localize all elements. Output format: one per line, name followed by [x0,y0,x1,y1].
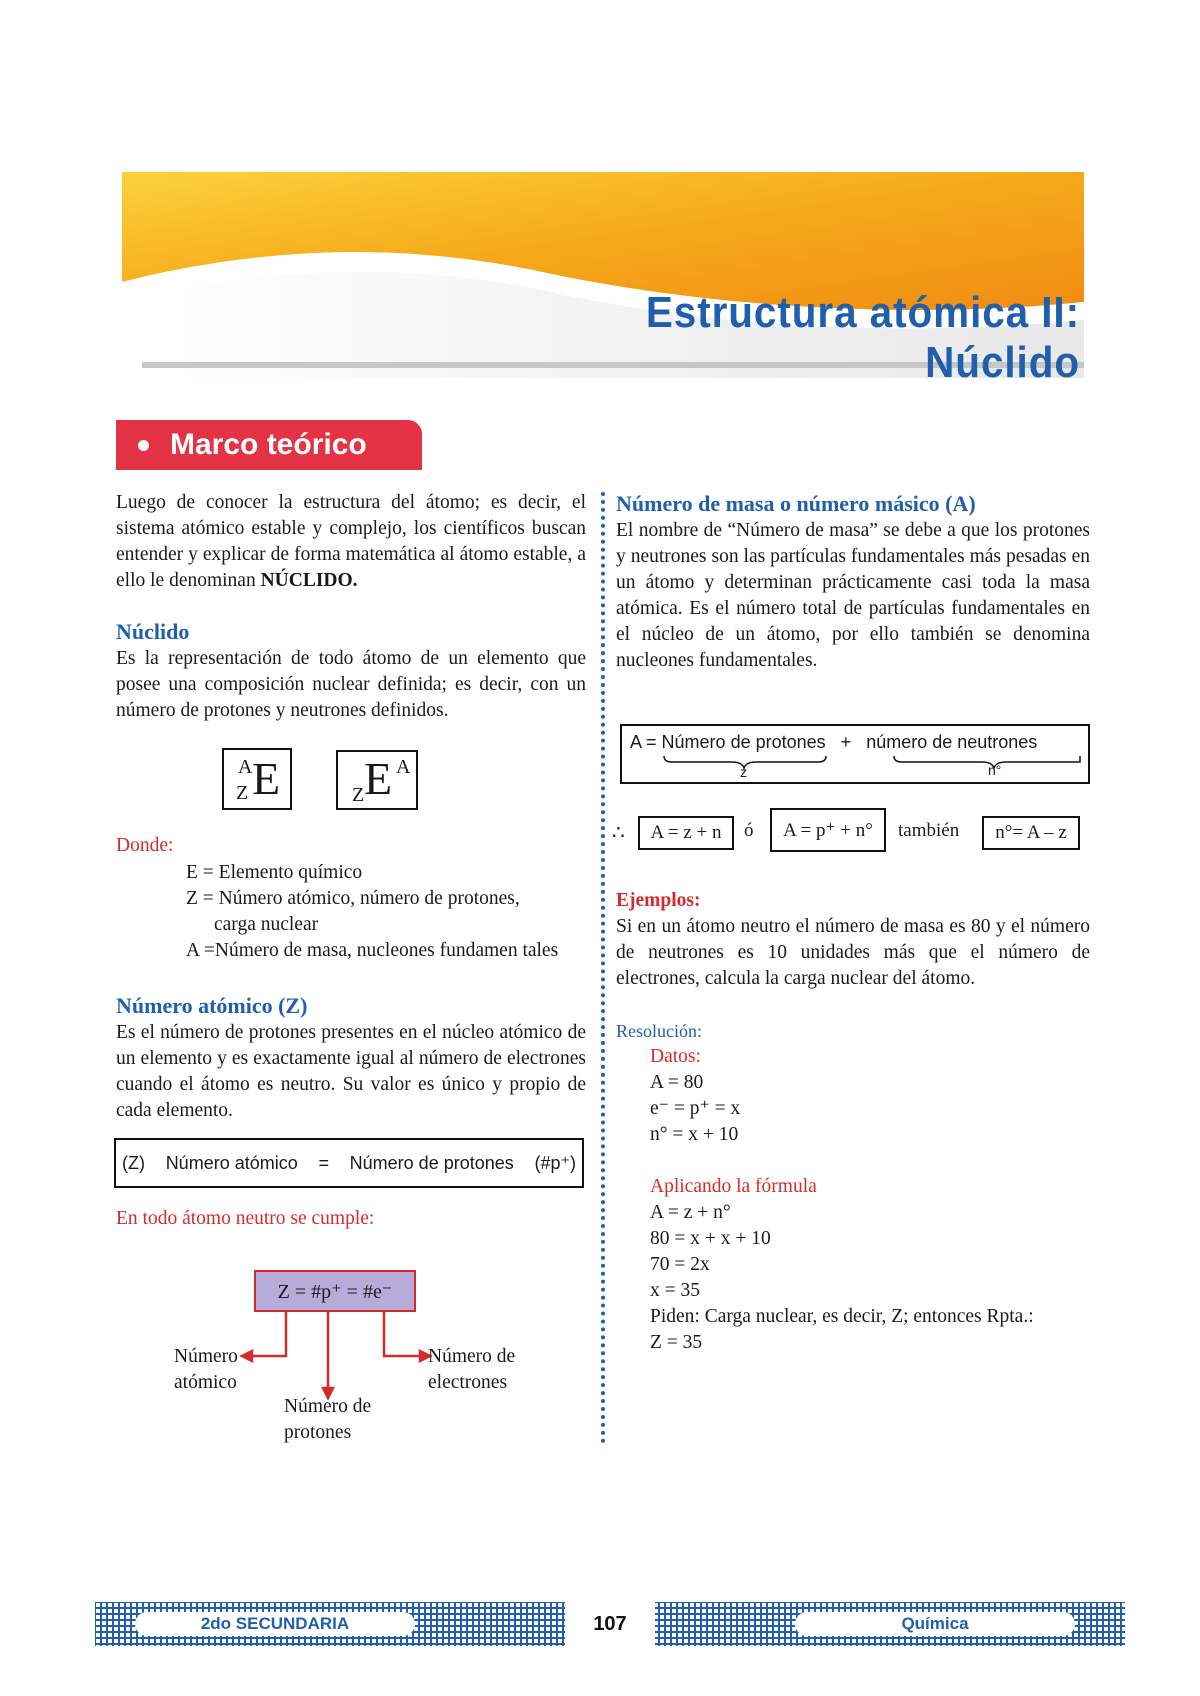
z-text: Es el número de protones presentes en el núcleo atómico de un elemento y es exactamente igual al número de electrones cuando el átomo es neutro. Su valor es único y propio de cada elemento. [116,1022,586,1121]
donde-list: E = Elemento químico Z = Número atómico, número de protones, carga nuclear A =Número de masa, nucleones fundamen tales [186,862,559,961]
z-heading: Número atómico (Z) [116,993,308,1018]
pasos-list: A = z + n° 80 = x + x + 10 70 = 2x x = 35 Piden: Carga nuclear, es decir, Z; entonces Rpta.: Z = 35 [650,1202,1034,1353]
neutral-label: En todo átomo neutro se cumple: [116,1208,375,1229]
nuclido-heading: Núclido [116,619,190,644]
resolucion-label: Resolución: [616,1021,702,1041]
label-proton-number: Número de protones [284,1396,372,1443]
column-divider [601,492,605,1444]
ejemplos-label: Ejemplos: [616,890,701,911]
a-section [616,490,1090,674]
datos-label: Datos: [650,1046,701,1067]
ejemplo-text: Si en un átomo neutro el número de masa es 80 y el número de neutrones es 10 unidades más que el número de electrones, calcula la carga nuclear del átomo. [616,916,1090,989]
section-label: Marco teórico [170,428,367,461]
nuclido-text: Es la representación de todo átomo de un elemento que posee una composición nuclear definida; es decir, con un número de protones y neutrones definidos. [116,648,586,721]
page-title: Estructura atómica II: Núclido [645,288,1080,387]
page-number: 107 [593,1613,627,1635]
section-tab-marco-teorico [116,420,422,470]
therefore-symbol: ∴ [612,822,625,844]
a-heading: Número de masa o número másico (A) [616,491,976,516]
nuclide-notation-right: Z E A [336,750,418,810]
label-electron-number: Número de electrones [428,1346,516,1393]
footer-grade: 2do SECUNDARIA [135,1612,415,1636]
underbrace-icon [662,754,1082,770]
a-formula-box: A = Número de protones + número de neutrones z n° [620,724,1090,784]
nuclide-notation-left: A Z E [222,748,292,810]
bullet-icon [138,440,149,451]
relation-box-1: A = z + n [638,816,734,850]
donde-label: Donde: [116,835,174,856]
a-text: El nombre de “Número de masa” se debe a que los protones y neutrones son las partículas fundamentales más pesadas en un átomo y determinan prácticamente casi toda la masa atómica. Es el número total de partículas fundamentales en el núcleo de un átomo, por ello también se denomina nucleones fundamentales. [616,520,1090,671]
z-section [116,992,586,1124]
relation-also: también [898,820,960,841]
nuclido-section [116,618,586,724]
relation-box-3: n°= A – z [982,816,1080,850]
intro-paragraph: Luego de conocer la estructura del átomo; es decir, el sistema atómico estable y complejo, los científicos buscan entender y explicar de forma matemática al átomo estable, a ello le denominan NÚCLIDO. [116,492,586,591]
datos-list: A = 80 e⁻ = p⁺ = x n° = x + 10 [650,1072,741,1145]
intro-bold: NÚCLIDO. [260,570,358,591]
relation-or: ó [744,820,754,841]
relation-box-2: A = p⁺ + n° [770,808,886,852]
z-formula-box: (Z) Número atómico = Número de protones (#p⁺) [114,1138,584,1188]
footer-subject: Química [795,1612,1075,1636]
neutral-formula-box: Z = #p⁺ = #e⁻ [254,1270,416,1312]
label-atomic-number: Número atómico [174,1346,238,1393]
aplicando-label: Aplicando la fórmula [650,1176,817,1197]
